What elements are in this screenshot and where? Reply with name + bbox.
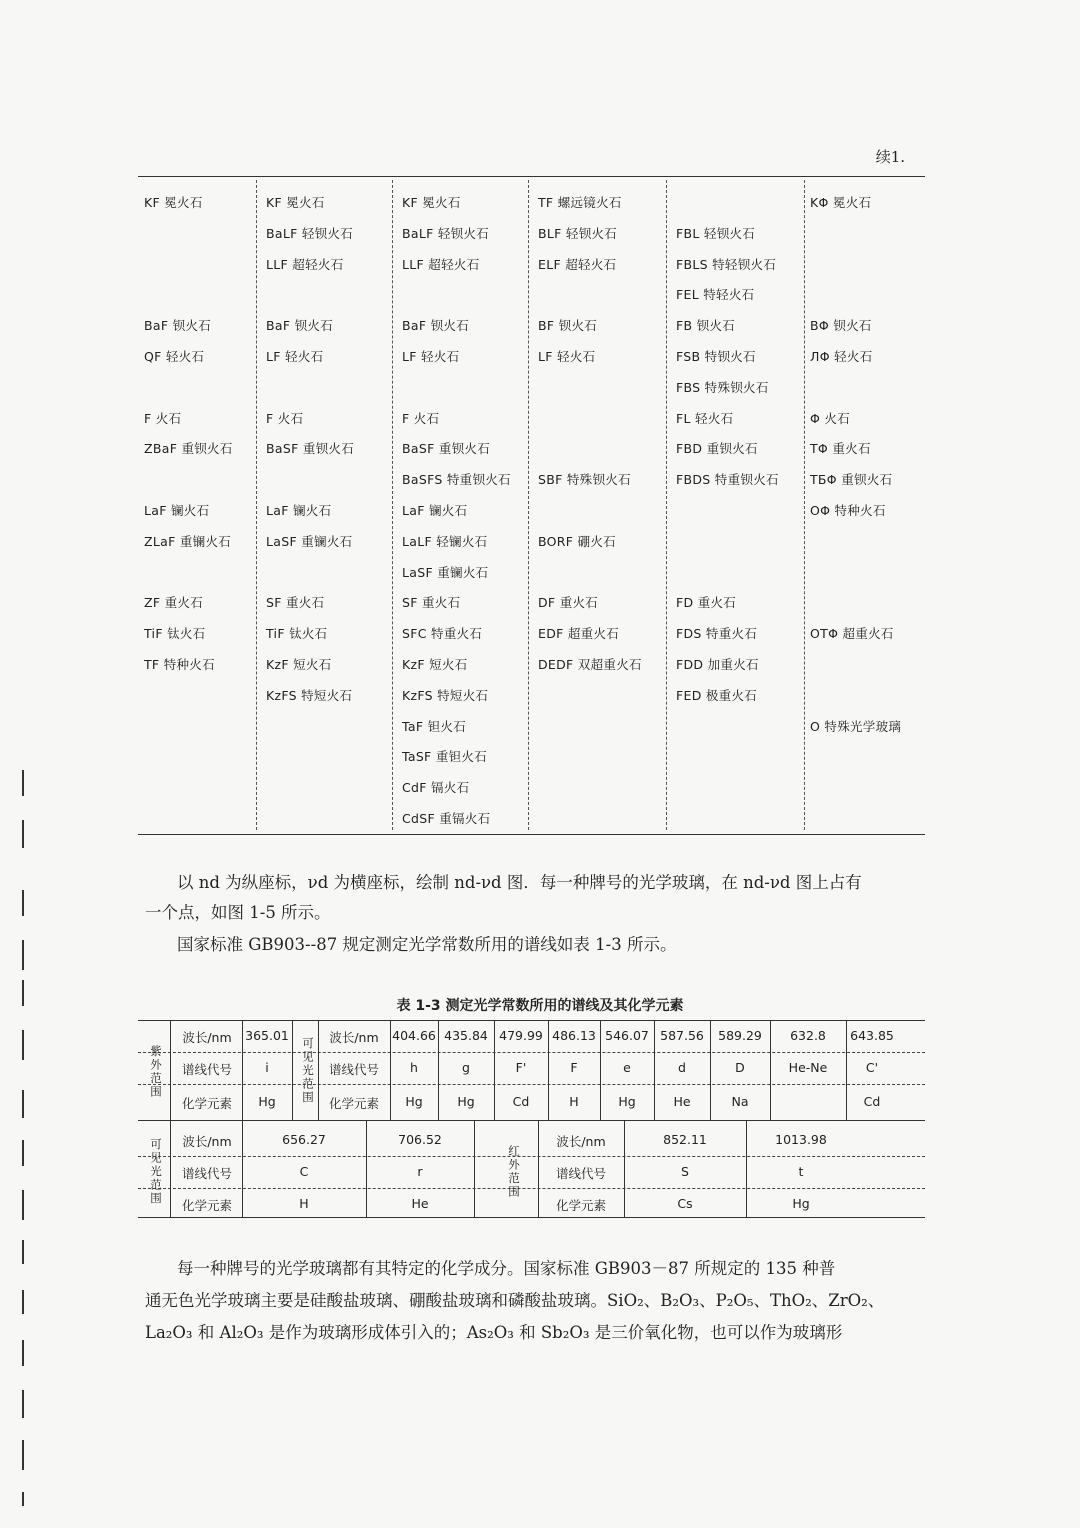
glass-type-cell: FD 重火石: [676, 595, 737, 611]
table-caption: 表 1-3 测定光学常数所用的谱线及其化学元素: [396, 998, 684, 1014]
glass-type-cell: BΦ 钡火石: [810, 318, 872, 334]
rule: [138, 1084, 925, 1085]
glass-type-cell: OΦ 特种火石: [810, 503, 886, 518]
scan-margin-mark: [22, 1140, 24, 1166]
vis2-wavelength-1: 656.27: [282, 1132, 326, 1147]
uv-element: Hg: [258, 1094, 276, 1109]
glass-type-cell: BaSF 重钡火石: [402, 441, 491, 457]
glass-type-cell: F 火石: [402, 410, 440, 426]
glass-type-cell: TБΦ 重钡火石: [810, 472, 893, 488]
glass-type-cell: OTΦ 超重火石: [810, 626, 894, 642]
glass-type-cell: TaF 钽火石: [402, 718, 466, 734]
row-label-code: 谱线代号: [328, 1062, 379, 1077]
table-bottom-rule: [138, 834, 925, 835]
glass-type-cell: BLF 轻钡火石: [538, 225, 618, 241]
glass-type-cell: FBD 重钡火石: [676, 441, 758, 457]
scan-margin-mark: [22, 1340, 24, 1366]
glass-type-cell: ZBaF 重钡火石: [144, 441, 233, 457]
col-line: [474, 1120, 475, 1217]
glass-type-cell: LaF 镧火石: [266, 503, 332, 518]
visible-code-cell: He-Ne: [788, 1060, 828, 1075]
glass-type-cell: DF 重火石: [538, 595, 599, 611]
glass-type-cell: KF 冕火石: [144, 195, 203, 210]
row-label-code: 谱线代号: [555, 1166, 606, 1181]
col-line: [170, 1020, 171, 1120]
glass-type-cell: ЛΦ 轻火石: [810, 349, 873, 364]
ir-wavelength-2: 1013.98: [775, 1132, 827, 1147]
visible-code-cell: h: [410, 1060, 418, 1075]
glass-type-cell: KzFS 特短火石: [266, 687, 353, 703]
continued-label: 续1.: [875, 148, 905, 166]
glass-type-cell: ELF 超轻火石: [538, 256, 617, 272]
column-divider: [256, 180, 257, 830]
glass-type-cell: FED 极重火石: [676, 687, 758, 703]
glass-type-cell: FBL 轻钡火石: [676, 225, 756, 241]
glass-type-cell: BaF 钡火石: [402, 318, 469, 334]
column-divider: [528, 180, 529, 830]
glass-type-cell: FBLS 特轻钡火石: [676, 256, 777, 272]
visible-code-cell: e: [623, 1060, 631, 1075]
visible-element-cell: Hg: [405, 1094, 423, 1109]
glass-type-cell: BaF 钡火石: [266, 318, 333, 334]
glass-type-cell: KzF 短火石: [402, 657, 468, 672]
vis2-element-2: He: [411, 1196, 429, 1211]
scan-margin-mark: [22, 940, 24, 970]
glass-type-cell: FDD 加重火石: [676, 657, 759, 672]
glass-type-cell: SBF 特殊钡火石: [538, 472, 631, 488]
glass-type-cell: SFC 特重火石: [402, 626, 483, 642]
visible-element-cell: He: [673, 1094, 691, 1109]
glass-type-cell: QF 轻火石: [144, 349, 205, 364]
visible-code-cell: F': [515, 1060, 527, 1075]
glass-type-cell: F 火石: [144, 410, 182, 426]
rule: [138, 1020, 925, 1021]
glass-type-cell: BaF 钡火石: [144, 318, 211, 334]
glass-type-cell: SF 重火石: [266, 595, 325, 611]
visible-code-cell: d: [678, 1060, 686, 1075]
glass-type-cell: TaSF 重钽火石: [402, 749, 488, 765]
glass-type-cell: LaF 镧火石: [144, 503, 210, 518]
scan-margin-mark: [22, 1240, 24, 1264]
row-label-wavelength: 波长/nm: [329, 1030, 379, 1045]
glass-type-cell: BaLF 轻钡火石: [266, 225, 354, 241]
visible-wavelength-cell: 632.8: [790, 1028, 826, 1043]
scan-margin-mark: [22, 1390, 24, 1418]
visible-wavelength-cell: 435.84: [444, 1028, 488, 1043]
glass-type-cell: KF 冕火石: [266, 195, 325, 210]
ir-code-2: t: [798, 1164, 804, 1179]
glass-type-cell: BF 钡火石: [538, 318, 598, 334]
row-label-element: 化学元素: [555, 1198, 606, 1213]
rule: [138, 1120, 925, 1121]
visible-wavelength-cell: 479.99: [499, 1028, 543, 1043]
glass-type-cell: SF 重火石: [402, 595, 461, 611]
rule: [138, 1188, 925, 1189]
uv-wavelength: 365.01: [245, 1028, 289, 1043]
glass-type-cell: BaSFS 特重钡火石: [402, 472, 511, 488]
glass-type-cell: ZLaF 重镧火石: [144, 533, 232, 549]
row-label-code: 谱线代号: [181, 1166, 232, 1181]
ir-wavelength-1: 852.11: [663, 1132, 707, 1147]
paragraph-3-line-2: 通无色光学玻璃主要是硅酸盐玻璃、硼酸盐玻璃和磷酸盐玻璃。SiO₂、B₂O₃、P₂O₅、ThO₂、ZrO₂、: [145, 1291, 885, 1310]
glass-type-cell: KzF 短火石: [266, 657, 332, 672]
glass-type-cell: LaLF 轻镧火石: [402, 533, 488, 549]
visible-element-cell: Hg: [618, 1094, 636, 1109]
rule: [138, 1052, 925, 1053]
scan-margin-mark: [22, 890, 24, 916]
row-label-wavelength: 波长/nm: [182, 1134, 232, 1149]
visible-code-cell: C': [865, 1060, 879, 1075]
scan-margin-mark: [22, 1090, 24, 1118]
vis2-code-1: C: [299, 1164, 309, 1179]
paragraph-3-line-1: 每一种牌号的光学玻璃都有其特定的化学成分。国家标准 GB903－87 所规定的 135 种普: [177, 1259, 836, 1278]
row-label-wavelength: 波长/nm: [182, 1030, 232, 1045]
column-divider: [666, 180, 667, 830]
glass-type-cell: FL 轻火石: [676, 410, 734, 426]
uv-code: i: [265, 1060, 269, 1075]
uv-range-label: 紫外范围: [149, 1045, 163, 1099]
scan-margin-mark: [22, 980, 24, 1006]
visible-wavelength-cell: 589.29: [718, 1028, 762, 1043]
glass-type-cell: FBS 特殊钡火石: [676, 379, 769, 395]
glass-type-cell: FBDS 特重钡火石: [676, 472, 779, 488]
paragraph-3-line-3: La₂O₃ 和 Al₂O₃ 是作为玻璃形成体引入的；As₂O₃ 和 Sb₂O₃ 是三价氧化物，也可以作为玻璃形: [145, 1323, 843, 1342]
spectral-line-table: [138, 1020, 925, 1218]
glass-type-cell: LLF 超轻火石: [402, 256, 480, 272]
col-line: [292, 1020, 293, 1120]
glass-type-cell: LaSF 重镧火石: [402, 564, 489, 580]
glass-type-cell: TΦ 重火石: [810, 441, 871, 457]
glass-type-cell: BaLF 轻钡火石: [402, 225, 490, 241]
paragraph-2-line-1: 国家标准 GB903--87 规定测定光学常数所用的谱线如表 1-3 所示。: [177, 935, 677, 954]
col-line: [170, 1120, 171, 1217]
row-label-wavelength: 波长/nm: [556, 1134, 606, 1149]
glass-type-cell: F 火石: [266, 410, 304, 426]
visible-code-cell: g: [462, 1060, 470, 1075]
glass-type-cell: LF 轻火石: [538, 349, 596, 364]
glass-type-cell: TiF 钛火石: [266, 626, 328, 642]
vis2-code-2: r: [417, 1164, 423, 1179]
visible-element-cell: Cd: [512, 1094, 530, 1109]
scan-margin-mark: [22, 770, 24, 796]
glass-type-cell: TF 特种火石: [144, 657, 215, 672]
glass-type-cell: FSB 特钡火石: [676, 349, 756, 364]
glass-type-cell: Φ 火石: [810, 410, 851, 426]
glass-type-cell: LF 轻火石: [402, 349, 460, 364]
scan-margin-mark: [22, 1440, 24, 1470]
visible-element-cell: Hg: [457, 1094, 475, 1109]
glass-type-cell: FB 钡火石: [676, 318, 736, 334]
scan-margin-mark: [22, 1290, 24, 1314]
glass-type-cell: FEL 特轻火石: [676, 287, 755, 303]
scan-margin-mark: [22, 1030, 24, 1060]
visible-element-cell: H: [569, 1094, 579, 1109]
scan-margin-mark: [22, 820, 24, 848]
glass-type-cell: EDF 超重火石: [538, 626, 620, 642]
visible-wavelength-cell: 546.07: [605, 1028, 649, 1043]
column-divider: [392, 180, 393, 830]
vis2-wavelength-2: 706.52: [398, 1132, 442, 1147]
glass-type-cell: CdSF 重镉火石: [402, 811, 491, 826]
glass-type-cell: LaF 镧火石: [402, 503, 468, 518]
vis2-element-1: H: [299, 1196, 309, 1211]
visible-wavelength-cell: 404.66: [392, 1028, 436, 1043]
glass-type-cell: CdF 镉火石: [402, 780, 470, 796]
visible-code-cell: F: [570, 1060, 578, 1075]
paragraph-1-line-2: 一个点，如图 1-5 所示。: [145, 903, 331, 922]
glass-type-cell: KzFS 特短火石: [402, 687, 489, 703]
row-label-element: 化学元素: [181, 1096, 232, 1111]
ir-element-1: Cs: [677, 1196, 693, 1211]
glass-type-cell: DEDF 双超重火石: [538, 657, 642, 672]
glass-type-cell: TiF 钛火石: [144, 626, 206, 642]
visible-range-label-2: 可见光范围: [149, 1138, 163, 1206]
visible-range-label: 可见光范围: [301, 1037, 315, 1105]
row-label-element: 化学元素: [181, 1198, 232, 1213]
glass-type-cell: KF 冕火石: [402, 195, 461, 210]
visible-wavelength-cell: 643.85: [850, 1028, 894, 1043]
row-label-element: 化学元素: [328, 1096, 379, 1111]
glass-type-cell: BORF 硼火石: [538, 533, 616, 549]
visible-code-cell: D: [735, 1060, 745, 1075]
glass-type-cell: LaSF 重镧火石: [266, 533, 353, 549]
ir-element-2: Hg: [792, 1196, 810, 1211]
glass-type-cell: ZF 重火石: [144, 595, 204, 611]
glass-type-cell: KΦ 冕火石: [810, 195, 872, 210]
paragraph-1-line-1: 以 nd 为纵座标，νd 为横座标，绘制 nd-νd 图．每一种牌号的光学玻璃，在 nd-νd 图上占有: [177, 873, 862, 892]
visible-wavelength-cell: 587.56: [660, 1028, 704, 1043]
visible-wavelength-cell: 486.13: [552, 1028, 596, 1043]
glass-type-cell: BaSF 重钡火石: [266, 441, 355, 457]
column-divider: [804, 180, 805, 830]
row-label-code: 谱线代号: [181, 1062, 232, 1077]
glass-type-cell: FDS 特重火石: [676, 626, 758, 642]
table-top-rule: [138, 176, 925, 177]
scan-margin-mark: [22, 1492, 24, 1506]
glass-type-cell: LF 轻火石: [266, 349, 324, 364]
infrared-range-label: 红外范围: [507, 1145, 521, 1199]
glass-type-table: [138, 176, 925, 836]
rule: [138, 1156, 925, 1157]
glass-type-cell: O 特殊光学玻璃: [810, 718, 902, 734]
rule: [138, 1217, 925, 1218]
glass-type-cell: TF 螺远镜火石: [538, 195, 622, 210]
visible-element-cell: Na: [731, 1094, 749, 1109]
visible-element-cell: Cd: [863, 1094, 881, 1109]
ir-code-1: S: [681, 1164, 689, 1179]
glass-type-cell: LLF 超轻火石: [266, 256, 344, 272]
scan-margin-mark: [22, 1190, 24, 1220]
